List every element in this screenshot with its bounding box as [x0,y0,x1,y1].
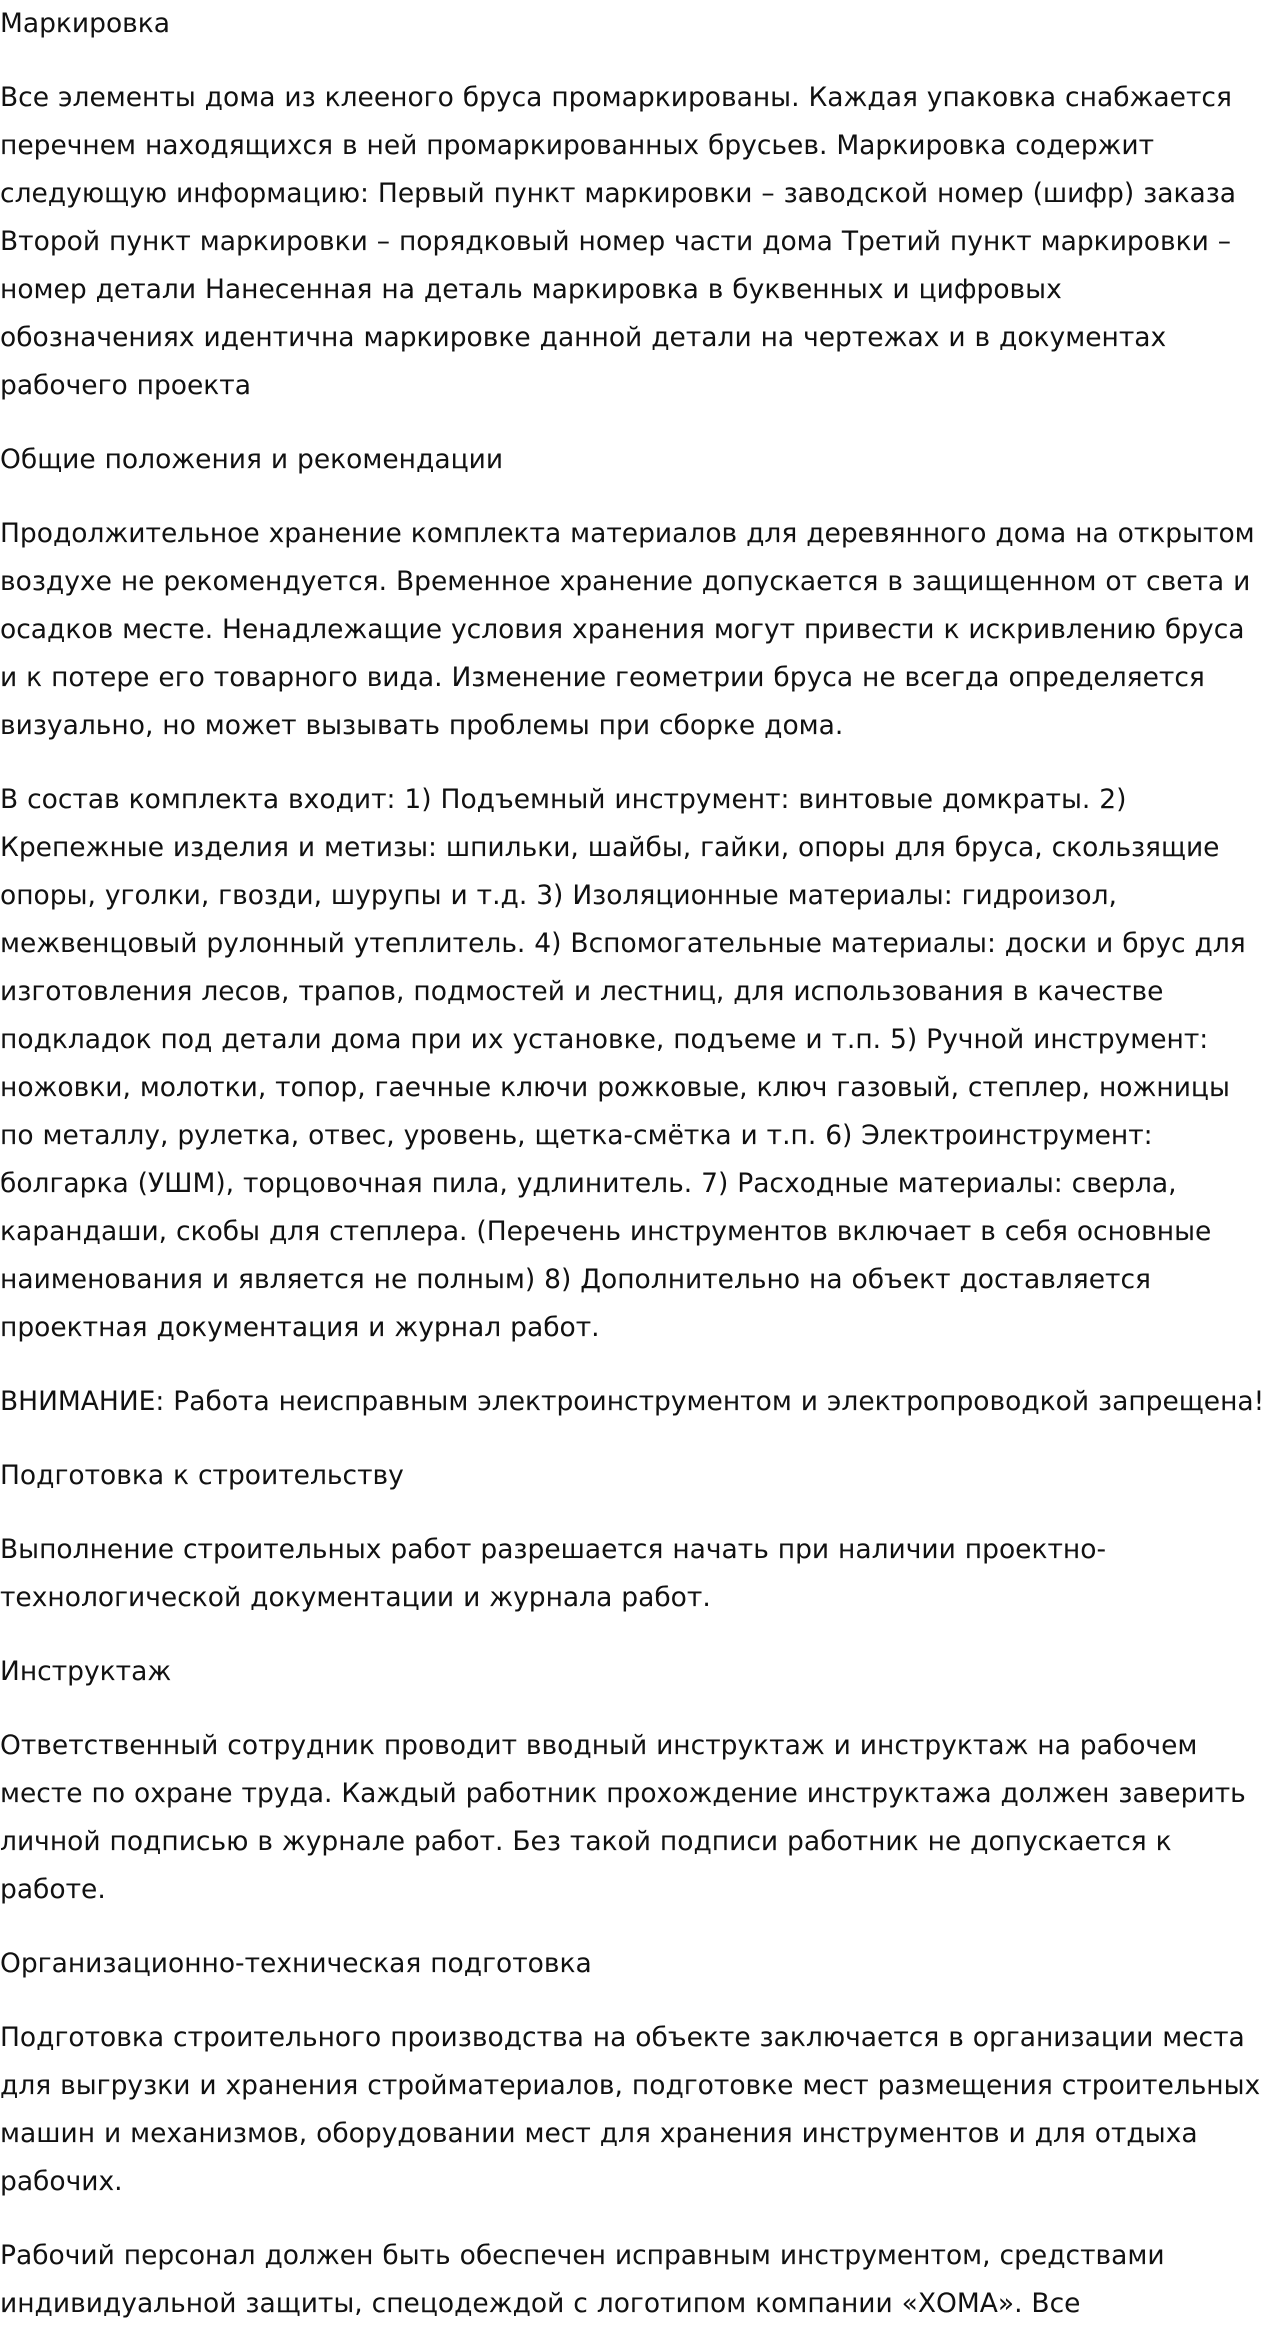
paragraph-marking: Все элементы дома из клееного бруса промаркированы. Каждая упаковка снабжается перечнем находящихся в ней промаркированных брусьев. Маркировка содержит следующую информацию: Первый пункт маркировки – заводской номер (шифр) заказа Второй пункт маркировки – порядковый номер части дома Третий пункт маркировки – номер детали Нанесенная на деталь маркировка в буквенных и цифровых обозначениях идентична маркировке данной детали на чертежах и в документах рабочего проекта [0,82,1237,401]
heading-org-tech: Организационно-техническая подготовка [0,1948,592,1979]
paragraph-personnel: Рабочий персонал должен быть обеспечен исправным инструментом, средствами индивидуальной защиты, спецодеждой с логотипом компании «ХОМА». Все [0,2240,1165,2319]
heading-marking: Маркировка [0,8,171,39]
heading-general: Общие положения и рекомендации [0,444,504,475]
paragraph-preparation: Выполнение строительных работ разрешается начать при наличии проектно-технологической документации и журнала работ. [0,1534,1107,1613]
paragraph-org-tech: Подготовка строительного производства на объекте заключается в организации места для выгрузки и хранения стройматериалов, подготовке мест размещения строительных машин и механизмов, оборудовании мест для хранения инструментов и для отдыха рабочих. [0,2022,1261,2197]
paragraph-storage: Продолжительное хранение комплекта материалов для деревянного дома на открытом воздухе не рекомендуется. Временное хранение допускается в защищенном от света и осадков месте. Ненадлежащие условия хранения могут привести к искривлению бруса и к потере его товарного вида. Изменение геометрии бруса не всегда определяется визуально, но может вызывать проблемы при сборке дома. [0,518,1255,741]
heading-briefing: Инструктаж [0,1656,172,1687]
paragraph-briefing: Ответственный сотрудник проводит вводный инструктаж и инструктаж на рабочем месте по охране труда. Каждый работник прохождение инструктажа должен заверить личной подписью в журнале работ. Без такой подписи работник не допускается к работе. [0,1730,1246,1905]
paragraph-kit-contents: В состав комплекта входит: 1) Подъемный инструмент: винтовые домкраты. 2) Крепежные изделия и метизы: шпильки, шайбы, гайки, опоры для бруса, скользящие опоры, уголки, гвозди, шурупы и т.д. 3) Изоляционные материалы: гидроизол, межвенцовый рулонный утеплитель. 4) Вспомогательные материалы: доски и брус для изготовления лесов, трапов, подмостей и лестниц, для использования в качестве подкладок под детали дома при их установке, подъеме и т.п. 5) Ручной инструмент: ножовки, молотки, топор, гаечные ключи рожковые, ключ газовый, степлер, ножницы по металлу, рулетка, отвес, уровень, щетка-смётка и т.п. 6) Электроинструмент: болгарка (УШМ), торцовочная пила, удлинитель. 7) Расходные материалы: сверла, карандаши, скобы для степлера. (Перечень инструментов включает в себя основные наименования и является не полным) 8) Дополнительно на объект доставляется проектная документация и журнал работ. [0,784,1246,1343]
heading-preparation: Подготовка к строительству [0,1460,404,1491]
paragraph-warning: ВНИМАНИЕ: Работа неисправным электроинструментом и электропроводкой запрещена! [0,1386,1265,1417]
